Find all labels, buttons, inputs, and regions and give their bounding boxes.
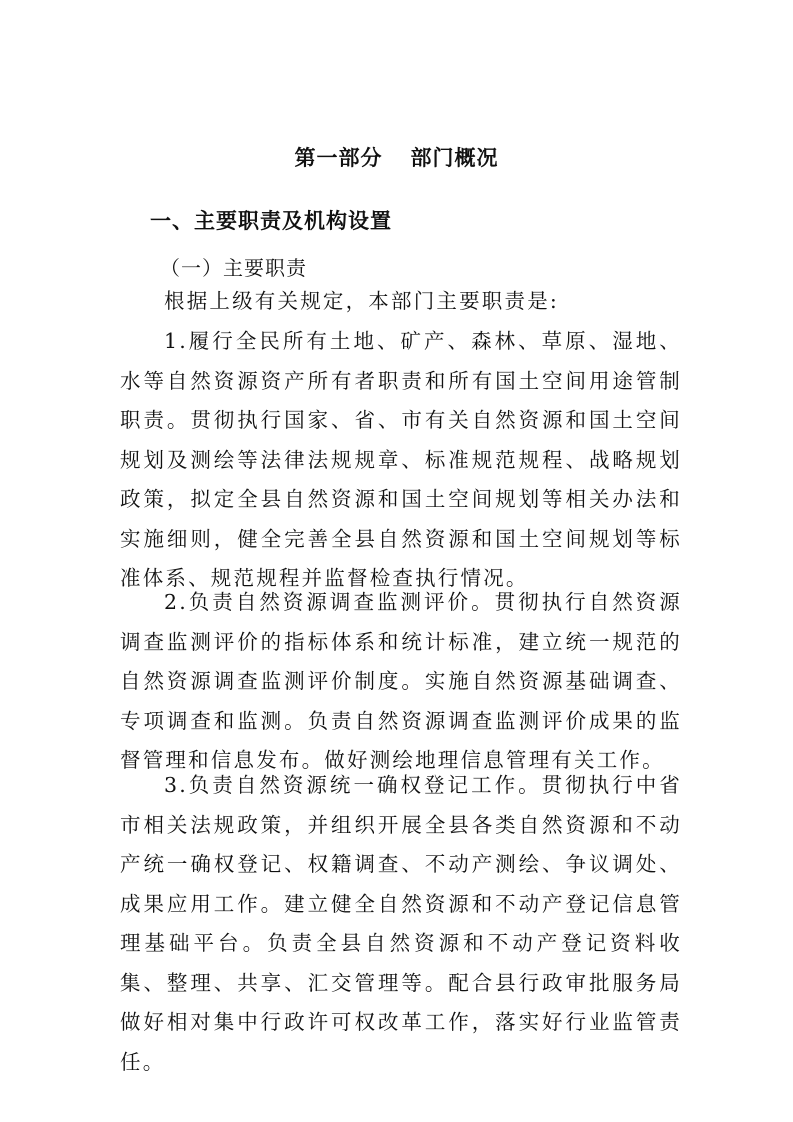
sub-heading: （一）主要职责 xyxy=(160,256,307,280)
intro-paragraph: 根据上级有关规定，本部门主要职责是: xyxy=(164,289,560,313)
duty-item-1: 1.履行全民所有土地、矿产、森林、草原、湿地、水等自然资源资产所有者职责和所有国土空间用途管制职责。贯彻执行国家、省、市有关自然资源和国土空间规划及测绘等法律法规规章、标准规范规程、战略规划政策，拟定全县自然资源和国土空间规划等相关办法和实施细则，健全完善全县自然资源和国土空间规划等标准体系、规范规程并监督检查执行情况。 xyxy=(120,329,682,590)
duty-item-3: 3.负责自然资源统一确权登记工作。贯彻执行中省市相关法规政策，并组织开展全县各类自然资源和不动产统一确权登记、权籍调查、不动产测绘、争议调处、成果应用工作。建立健全自然资源和不动产登记信息管理基础平台。负责全县自然资源和不动产登记资料收集、整理、共享、汇交管理等。配合县行政审批服务局做好相对集中行政许可权改革工作，落实好行业监管责任。 xyxy=(120,773,682,1074)
part-title-name: 部门概况 xyxy=(410,145,499,170)
part-title xyxy=(0,143,793,173)
section-heading: 一、主要职责及机构设置 xyxy=(150,208,392,233)
part-title-number: 第一部分 xyxy=(294,145,383,170)
duty-item-2: 2.负责自然资源调查监测评价。贯彻执行自然资源调查监测评价的指标体系和统计标准，建立统一规范的自然资源调查监测评价制度。实施自然资源基础调查、专项调查和监测。负责自然资源调查监测评价成果的监督管理和信息发布。做好测绘地理信息管理有关工作。 xyxy=(120,590,682,772)
